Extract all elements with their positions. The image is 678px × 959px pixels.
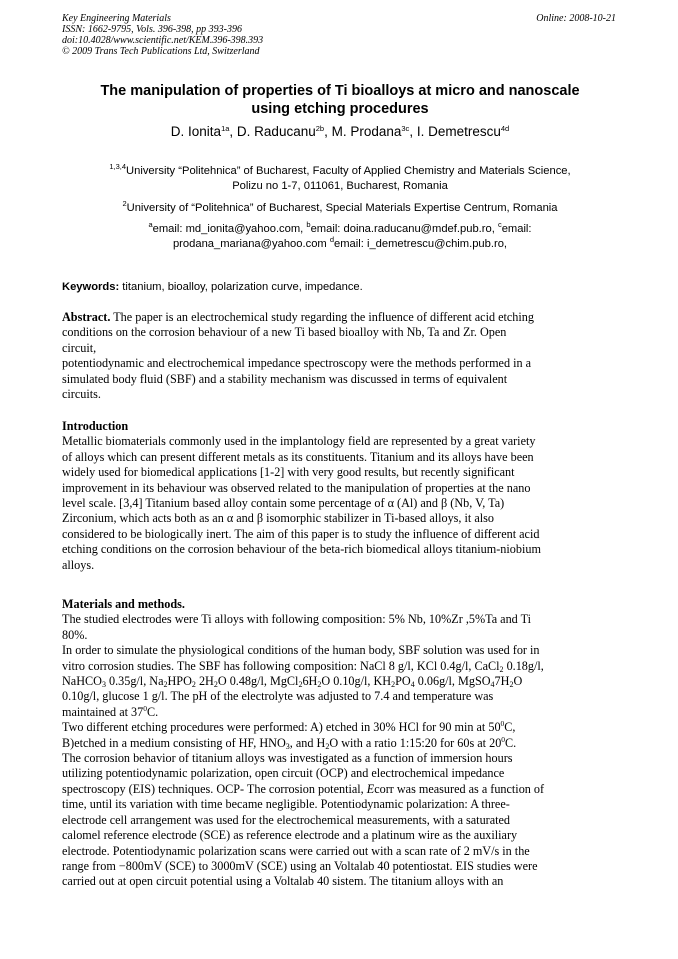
journal-name: Key Engineering Materials [62,13,171,24]
section-heading: Introduction [62,419,129,433]
text-run: O 0.10g/l, KH [321,674,392,689]
text-run: C, [504,720,516,735]
text-run: vitro corrosion studies. The SBF has following composition: NaCl 8 g/l, KCl 0.4g/l, CaCl [62,658,500,673]
author-sup: 1a [221,124,230,133]
email-sup: a [148,220,153,229]
subscript: 2 [499,664,504,674]
superscript: 0 [501,734,506,744]
issn-line: ISSN: 1662-9795, Vols. 396-398, pp 393-396 [62,24,242,35]
abstract-text: conditions on the corrosion behaviour of a new Ti based bioalloy with Nb, Ta and Zr. Open [62,325,507,340]
subscript: 4 [410,680,415,690]
text-run: C. [505,735,517,750]
superscript: 0 [500,719,505,729]
abstract-text: simulated body fluid (SBF) and a stability mechanism was discussed in terms of equivalent [62,371,508,386]
body-line: range from −800mV (SCE) to 3000mV (SCE) using an Voltalab 40 potentiostat. EIS studies were [62,858,538,873]
text-run: NaHCO [62,674,102,689]
author-sep: , [229,124,237,139]
body-line: calomel reference electrode (SCE) as reference electrode and a platinum wire as the auxiliary [62,828,518,843]
text-run: 0.06g/l, MgSO [414,674,491,689]
online-date: Online: 2008-10-21 [536,13,616,24]
body-line: improvement in its behaviour was observed related to the manipulation of properties at the nano [62,480,531,495]
body-line: In order to simulate the physiological conditions of the human body, SBF solution was used for in [62,643,540,658]
copyright-line: © 2009 Trans Tech Publications Ltd, Switzerland [62,46,260,57]
abstract [62,310,618,402]
text-run: O with a ratio 1:15:20 for 60s at 20 [329,735,502,750]
text-run: 0.35g/l, Na [105,674,164,689]
body-line: 80%. [62,627,88,642]
text-run: O 0.48g/l, MgCl [217,674,299,689]
text-run: PO [395,674,411,689]
email-sup: b [306,220,311,229]
text-run: maintained at 37 [62,704,144,719]
author-sep: , [409,124,417,139]
email-block [62,222,618,252]
text-run: B)etched in a medium consisting of HF, HNO [62,735,286,750]
text-run: HPO [167,674,192,689]
author-list [62,123,618,141]
affiliation-text: Polizu no 1-7, 011061, Bucharest, Romania [232,180,448,192]
abstract-text: The paper is an electrochemical study regarding the influence of different acid etching [110,310,534,324]
body-line: Zirconium, which acts both as an α and β isomorphic stabilizer in Ti-based alloys, it also [62,511,494,526]
affiliation-sup: 1,3,4 [109,162,127,171]
body-line: The studied electrodes were Ti alloys with following composition: 5% Nb, 10%Zr ,5%Ta and Ti [62,612,531,627]
subscript: 3 [101,680,106,690]
introduction-section [62,419,618,573]
body-line: 0.10g/l, glucose 1 g/l. The pH of the electrolyte was adjusted to 7.4 and temperature was [62,689,494,704]
author-sep: , [324,124,332,139]
keywords [62,280,618,295]
text-run: , and H [289,735,326,750]
body-line: widely used for biomedical applications [1-2] with very good results, but recently significant [62,465,515,480]
body-line [62,736,618,751]
abstract-text: circuit, [62,340,97,355]
affiliation-1 [62,164,618,194]
subscript: 2 [213,680,218,690]
email-text: email: doina.raducanu@mdef.pub.ro, [310,223,498,235]
subscript: 2 [317,680,322,690]
body-line: etching conditions on the corrosion behaviour of the beta-rich biomedical alloys titanium-niobium [62,542,541,557]
email-text: email: md_ionita@yahoo.com, [152,223,307,235]
subscript: 2 [298,680,303,690]
body-line: electrode cell arrangement was used for the electrochemical measurements, with a saturated [62,812,511,827]
superscript: 0 [143,703,147,713]
author-sup: 2b [315,124,325,133]
email-sup: d [329,235,335,244]
abstract-label: Abstract. [62,310,111,324]
section-heading: Materials and methods. [62,597,185,611]
text-run: 0.18g/l, [503,658,544,673]
text-run: O [513,674,523,689]
text-run: spectroscopy (EIS) techniques. OCP- The corrosion potential, [62,781,367,796]
body-line: Metallic biomaterials commonly used in the implantology field are represented by a great variety [62,434,536,449]
email-text: prodana_mariana@yahoo.com [172,238,330,250]
methods-section [62,597,618,890]
subscript: 2 [325,741,330,751]
affiliation-sup: 2 [122,199,127,208]
author-name: I. Demetrescu [416,124,501,139]
affiliation-text: University of “Politehnica” of Bucharest, Special Materials Expertise Centrum, Romania [126,202,558,214]
body-line: time, until its variation with time became negligible. Potentiodynamic polarization: A three- [62,797,510,812]
journal-header [62,13,482,57]
author-sup: 3c [401,124,410,133]
body-line [62,674,618,689]
body-line [62,782,618,797]
email-sup: c [497,220,502,229]
email-text: email: [501,223,532,235]
body-line: level scale. [3,4] Titanium based alloy contain some percentage of α (Al) and β (Nb, V, Ta) [62,496,505,511]
body-line: alloys. [62,557,95,572]
body-line: considered to be biologically inert. The aim of this paper is to study the influence of different acid [62,526,540,541]
subscript: 3 [285,741,290,751]
text-run: Two different etching procedures were performed: A) etched in 30% HCl for 90 min at 50 [62,720,501,735]
text-run: 7H [494,674,510,689]
text-run: 6H [302,674,318,689]
subscript: 2 [191,680,196,690]
text-run: 2H [195,674,214,689]
affiliation-text: University “Politehnica” of Bucharest, Faculty of Applied Chemistry and Materials Science, [126,165,571,177]
body-line [62,659,618,674]
body-line: carried out at open circuit potential using a Voltalab 40 sistem. The titanium alloys with an [62,874,504,889]
affiliation-2 [62,201,618,216]
keywords-text: titanium, bioalloy, polarization curve, impedance. [119,281,363,293]
paper-title [62,82,618,118]
body-line [62,705,618,720]
text-run: corr was measured as a function of [374,781,545,796]
title-line: The manipulation of properties of Ti bioalloys at micro and nanoscale [100,83,580,99]
body-line: The corrosion behavior of titanium alloys was investigated as a function of immersion hours [62,751,513,766]
body-line [62,720,618,735]
italic-run: E [366,781,375,796]
keywords-label: Keywords: [62,281,120,293]
doi-line: doi:10.4028/www.scientific.net/KEM.396-398.393 [62,35,264,46]
subscript: 2 [509,680,514,690]
author-name: D. Raducanu [236,124,316,139]
text-run: C. [146,704,159,719]
title-line: using etching procedures [251,101,429,117]
subscript: 2 [163,680,168,690]
author-sup: 4d [500,124,510,133]
body-line: electrode. Potentiodynamic polarization scans were carried out with a scan rate of 2 mV/s in the [62,843,530,858]
email-text: email: i_demetrescu@chim.pub.ro, [334,238,508,250]
body-line: of alloys which can present different metals as its constituents. Titanium and its alloys have been [62,449,534,464]
author-name: M. Prodana [331,124,402,139]
body-line: utilizing potentiodynamic polarization, open circuit (OCP) and electrochemical impedance [62,766,505,781]
subscript: 4 [490,680,495,690]
abstract-text: potentiodynamic and electrochemical impedance spectroscopy were the methods performed in a [62,356,532,371]
author-name: D. Ionita [170,124,222,139]
subscript: 2 [391,680,396,690]
abstract-text: circuits. [62,387,101,402]
